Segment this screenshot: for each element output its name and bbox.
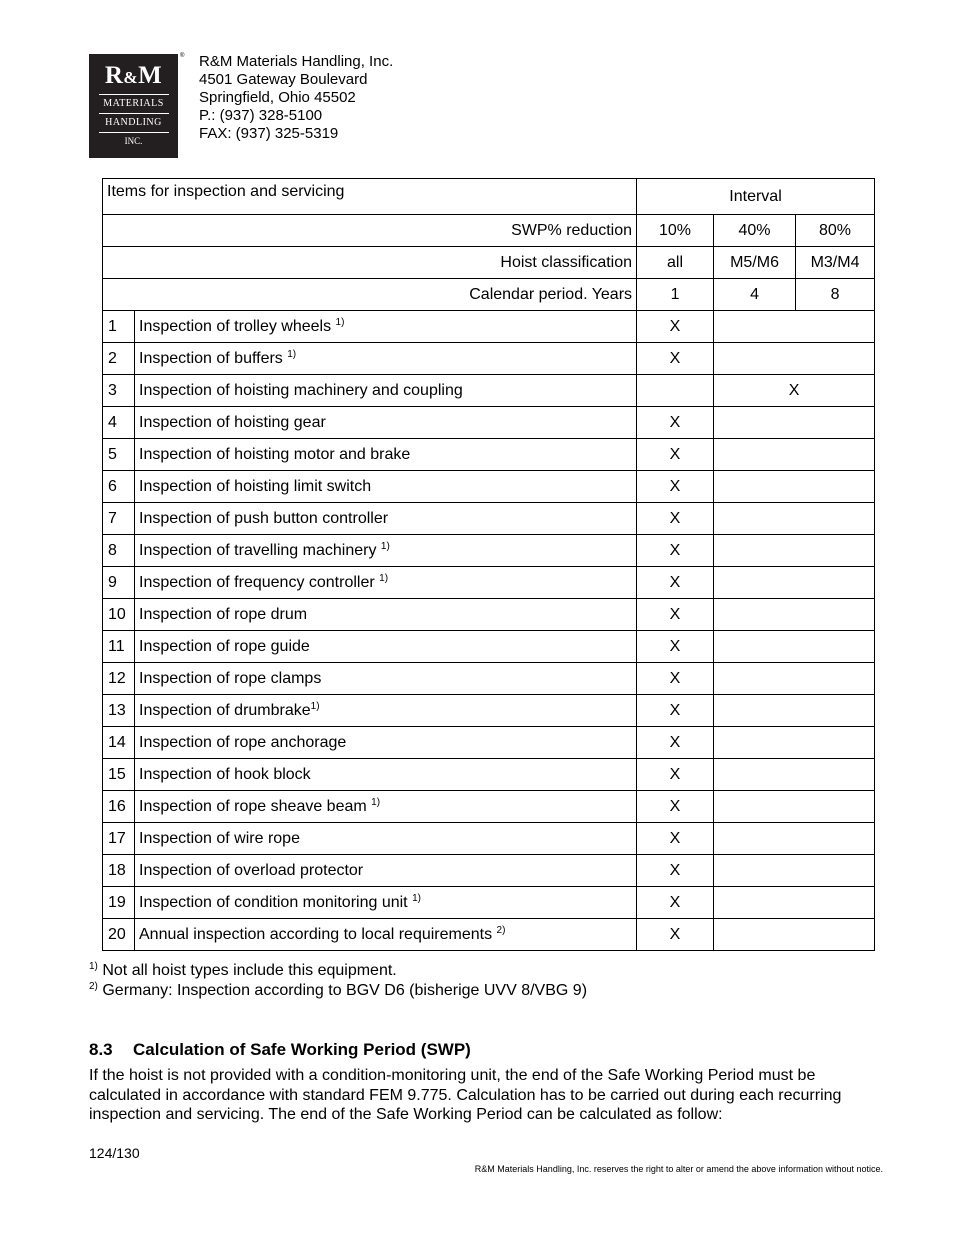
row-item-cell xyxy=(135,631,637,663)
interval-mark-cell: X xyxy=(637,311,714,343)
empty-interval-cell xyxy=(714,887,875,919)
footnote-reference: 1) xyxy=(371,796,381,808)
row-item-cell xyxy=(135,439,637,471)
header-label-cell: SWP% reduction xyxy=(103,215,637,247)
header-value-cell: 40% xyxy=(714,215,796,247)
empty-interval-cell xyxy=(714,439,875,471)
interval-mark-cell: X xyxy=(637,407,714,439)
footnote-reference: 2) xyxy=(496,924,506,936)
table-row xyxy=(103,471,875,503)
row-item-text: Inspection of rope anchorage xyxy=(139,733,347,751)
table-row xyxy=(103,375,875,407)
table-row xyxy=(103,631,875,663)
row-item-text: Inspection of hoisting machinery and coupling xyxy=(139,381,463,399)
empty-interval-cell xyxy=(714,823,875,855)
table-header-row xyxy=(103,279,875,311)
company-name: R&M Materials Handling, Inc. xyxy=(199,53,394,70)
table-row xyxy=(103,919,875,951)
table-row xyxy=(103,439,875,471)
row-number-cell: 7 xyxy=(103,503,135,535)
header-value-cell: 10% xyxy=(637,215,714,247)
row-item-text: Inspection of hoisting gear xyxy=(139,413,326,431)
row-item-text: Inspection of overload protector xyxy=(139,861,364,879)
table-row xyxy=(103,343,875,375)
table-header-row xyxy=(103,247,875,279)
row-number-cell: 1 xyxy=(103,311,135,343)
row-number-cell: 16 xyxy=(103,791,135,823)
empty-interval-cell xyxy=(714,343,875,375)
row-number-cell: 12 xyxy=(103,663,135,695)
row-number-cell: 13 xyxy=(103,695,135,727)
footnote xyxy=(89,981,587,1001)
row-item-text: Inspection of hook block xyxy=(139,765,311,783)
row-number-cell: 8 xyxy=(103,535,135,567)
header-value-cell: 4 xyxy=(714,279,796,311)
empty-interval-cell xyxy=(714,567,875,599)
table-row xyxy=(103,727,875,759)
footnote-marker: 2) xyxy=(89,981,98,992)
empty-interval-cell xyxy=(637,375,714,407)
logo-rule xyxy=(99,113,169,114)
row-number-cell: 2 xyxy=(103,343,135,375)
row-number-cell: 14 xyxy=(103,727,135,759)
row-item-cell xyxy=(135,727,637,759)
footnote-reference: 1) xyxy=(335,316,345,328)
row-item-text: Inspection of push button controller xyxy=(139,509,389,527)
row-number-cell: 15 xyxy=(103,759,135,791)
empty-interval-cell xyxy=(714,791,875,823)
footnotes xyxy=(89,961,587,1001)
row-item-text: Inspection of frequency controller xyxy=(139,573,380,591)
empty-interval-cell xyxy=(714,759,875,791)
row-number-cell: 3 xyxy=(103,375,135,407)
section-heading xyxy=(89,1040,471,1060)
phone-number: P.: (937) 328-5100 xyxy=(199,107,323,124)
row-number-cell: 20 xyxy=(103,919,135,951)
footnote-reference: 1) xyxy=(379,572,389,584)
row-item-text: Inspection of condition monitoring unit xyxy=(139,893,413,911)
row-item-text: Inspection of rope clamps xyxy=(139,669,322,687)
interval-mark-cell: X xyxy=(637,567,714,599)
interval-mark-cell: X xyxy=(637,343,714,375)
row-item-text: Inspection of buffers xyxy=(139,349,288,367)
row-number-cell: 11 xyxy=(103,631,135,663)
interval-mark-cell: X xyxy=(714,375,875,407)
row-item-cell xyxy=(135,823,637,855)
row-item-cell xyxy=(135,375,637,407)
footnote-reference: 1) xyxy=(380,540,390,552)
interval-mark-cell: X xyxy=(637,631,714,663)
header-value-cell: M5/M6 xyxy=(714,247,796,279)
registered-mark: ® xyxy=(180,53,185,59)
section-number: 8.3 xyxy=(89,1040,113,1059)
empty-interval-cell xyxy=(714,855,875,887)
row-item-cell xyxy=(135,503,637,535)
interval-mark-cell: X xyxy=(637,887,714,919)
table-row xyxy=(103,823,875,855)
footnote-reference: 1) xyxy=(287,348,297,360)
logo-monogram: R&M xyxy=(104,62,163,89)
page-number: 124/130 xyxy=(89,1145,140,1161)
street-address: 4501 Gateway Boulevard xyxy=(199,71,368,88)
row-item-cell xyxy=(135,599,637,631)
fax-number: FAX: (937) 325-5319 xyxy=(199,125,339,142)
inspection-table xyxy=(102,178,875,951)
empty-interval-cell xyxy=(714,407,875,439)
row-item-cell xyxy=(135,471,637,503)
table-row xyxy=(103,759,875,791)
row-number-cell: 19 xyxy=(103,887,135,919)
row-number-cell: 4 xyxy=(103,407,135,439)
table-row xyxy=(103,887,875,919)
interval-mark-cell: X xyxy=(637,695,714,727)
row-item-cell xyxy=(135,535,637,567)
empty-interval-cell xyxy=(714,535,875,567)
header-label-cell: Calendar period. Years xyxy=(103,279,637,311)
interval-mark-cell: X xyxy=(637,599,714,631)
row-number-cell: 9 xyxy=(103,567,135,599)
row-item-cell xyxy=(135,887,637,919)
table-header-row xyxy=(103,215,875,247)
interval-mark-cell: X xyxy=(637,727,714,759)
section-title: Calculation of Safe Working Period (SWP) xyxy=(133,1040,471,1059)
interval-mark-cell: X xyxy=(637,471,714,503)
logo-line-materials: MATERIALS xyxy=(103,98,164,109)
empty-interval-cell xyxy=(714,727,875,759)
table-row xyxy=(103,695,875,727)
interval-mark-cell: X xyxy=(637,919,714,951)
logo-rule xyxy=(99,94,169,95)
empty-interval-cell xyxy=(714,663,875,695)
footnote-reference: 1) xyxy=(310,700,320,712)
logo-line-inc: INC. xyxy=(124,136,143,146)
row-number-cell: 10 xyxy=(103,599,135,631)
row-item-text: Inspection of hoisting limit switch xyxy=(139,477,372,495)
empty-interval-cell xyxy=(714,503,875,535)
header-value-cell: 8 xyxy=(796,279,875,311)
header-value-cell: M3/M4 xyxy=(796,247,875,279)
row-item-text: Inspection of rope sheave beam xyxy=(139,797,372,815)
row-item-text: Inspection of travelling machinery xyxy=(139,541,381,559)
table-row xyxy=(103,535,875,567)
header-value-cell: 1 xyxy=(637,279,714,311)
empty-interval-cell xyxy=(714,471,875,503)
table-row xyxy=(103,599,875,631)
interval-mark-cell: X xyxy=(637,663,714,695)
row-item-text: Inspection of rope guide xyxy=(139,637,310,655)
row-number-cell: 18 xyxy=(103,855,135,887)
row-item-cell xyxy=(135,695,637,727)
header-value-cell: all xyxy=(637,247,714,279)
header-value-cell: 80% xyxy=(796,215,875,247)
row-item-cell xyxy=(135,855,637,887)
interval-mark-cell: X xyxy=(637,503,714,535)
interval-mark-cell: X xyxy=(637,535,714,567)
row-item-text: Inspection of hoisting motor and brake xyxy=(139,445,411,463)
empty-interval-cell xyxy=(714,919,875,951)
logo-rule xyxy=(99,132,169,133)
row-item-text: Inspection of wire rope xyxy=(139,829,300,847)
company-logo xyxy=(89,54,178,158)
empty-interval-cell xyxy=(714,695,875,727)
interval-mark-cell: X xyxy=(637,759,714,791)
interval-header-cell: Interval xyxy=(637,179,875,215)
row-item-cell xyxy=(135,919,637,951)
empty-interval-cell xyxy=(714,631,875,663)
row-item-cell xyxy=(135,663,637,695)
table-row xyxy=(103,407,875,439)
footnote-marker: 1) xyxy=(89,961,98,972)
footnote-reference: 1) xyxy=(412,892,421,904)
footnote-text: Germany: Inspection according to BGV D6 (bisherige UVV 8/VBG 9) xyxy=(97,982,588,999)
table-row xyxy=(103,567,875,599)
row-item-text: Inspection of rope drum xyxy=(139,605,308,623)
table-row xyxy=(103,791,875,823)
empty-interval-cell xyxy=(714,599,875,631)
section-paragraph: If the hoist is not provided with a condition-monitoring unit, the end of the Safe Working Period must be calculated in accordance with standard FEM 9.775. Calculation has to be carried out during each recurring inspection and servicing. The end of the Safe Working Period can be calculated as follow: xyxy=(89,1067,842,1123)
table-row xyxy=(103,503,875,535)
table-title-cell: Items for inspection and servicing xyxy=(103,179,637,215)
row-item-cell xyxy=(135,407,637,439)
row-number-cell: 17 xyxy=(103,823,135,855)
city-address: Springfield, Ohio 45502 xyxy=(199,89,356,106)
interval-mark-cell: X xyxy=(637,823,714,855)
row-number-cell: 5 xyxy=(103,439,135,471)
interval-mark-cell: X xyxy=(637,439,714,471)
footnote-text: Not all hoist types include this equipment. xyxy=(97,962,397,979)
footnote xyxy=(89,961,587,981)
row-item-cell xyxy=(135,791,637,823)
table-row xyxy=(103,855,875,887)
interval-mark-cell: X xyxy=(637,855,714,887)
header-label-cell: Hoist classification xyxy=(103,247,637,279)
row-item-cell xyxy=(135,567,637,599)
interval-mark-cell: X xyxy=(637,791,714,823)
row-item-text: Annual inspection according to local requirements xyxy=(139,925,497,943)
company-address xyxy=(199,53,393,143)
row-item-cell xyxy=(135,343,637,375)
table-header-row xyxy=(103,179,875,215)
row-item-text: Inspection of trolley wheels xyxy=(139,317,336,335)
row-item-text: Inspection of drumbrake xyxy=(139,701,311,719)
empty-interval-cell xyxy=(714,311,875,343)
row-item-cell xyxy=(135,311,637,343)
table-row xyxy=(103,663,875,695)
table-row xyxy=(103,311,875,343)
row-number-cell: 6 xyxy=(103,471,135,503)
footer-disclaimer: R&M Materials Handling, Inc. reserves the right to alter or amend the above information without notice. xyxy=(474,1164,883,1174)
row-item-cell xyxy=(135,759,637,791)
logo-line-handling: HANDLING xyxy=(105,117,162,128)
